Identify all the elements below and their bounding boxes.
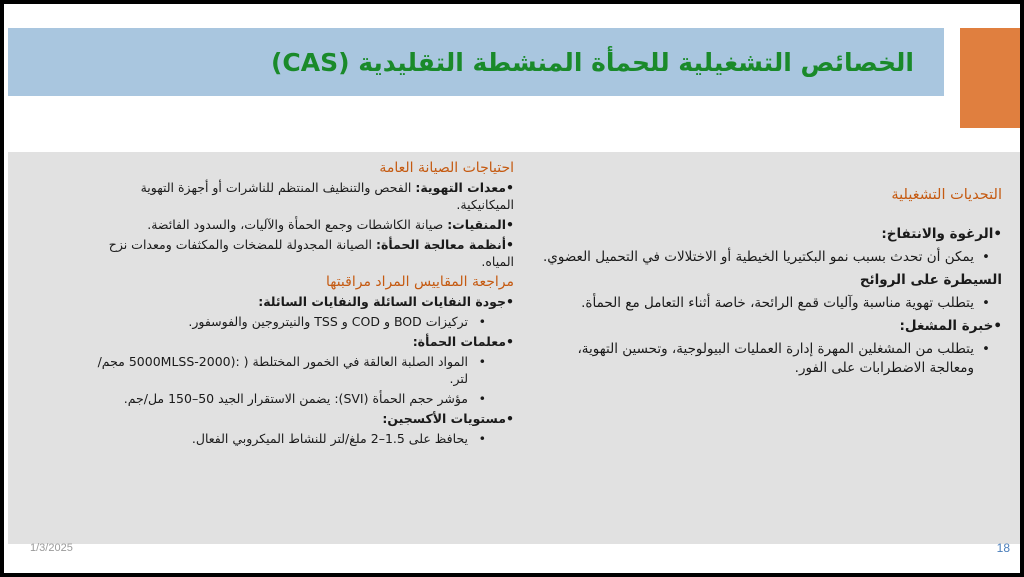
operational-challenges (542, 186, 1002, 382)
metric-sub-item: • يحافظ على 1.5–2 ملغ/لتر للنشاط الميكروبي الفعال. (84, 430, 508, 447)
metric-sub-item: • تركيزات BOD و COD و TSS والنيتروجين والفوسفور. (84, 313, 508, 330)
maint-item-aeration (84, 179, 514, 213)
metric-effluent-quality: •جودة النفايات السائلة والنفايات السائلة: (258, 294, 514, 309)
maint-term: •معدات التهوية: (415, 180, 514, 195)
metric-sub-item: • المواد الصلبة العالقة في الخمور المختلطة ( :(2000-5000MLSS مجم/لتر. (84, 353, 508, 387)
section-heading-maintenance: احتياجات الصيانة العامة (379, 160, 514, 176)
maint-item-clarifiers (84, 216, 514, 233)
metric-sub-item: • مؤشر حجم الحمأة (SVI): يضمن الاستقرار الجيد 50–150 مل/جم. (84, 390, 508, 407)
bullet-operator-expertise: •خبرة المشغل: (899, 318, 1002, 334)
slide-title: الخصائص التشغيلية للحمأة المنشطة التقليدية (CAS) (270, 48, 914, 77)
maint-text: صيانة الكاشطات وجمع الحمأة والآليات، والسدود الفائضة. (147, 217, 448, 232)
sub-bullet-operator: • يتطلب من المشغلين المهرة إدارة العمليات البيولوجية، وتحسين التهوية، ومعالجة الاضطرابات على الفور. (542, 340, 996, 378)
odor-label: السيطرة على الروائح (859, 272, 1002, 288)
section-heading-metrics: مراجعة المقاييس المراد مراقبتها (325, 274, 514, 290)
slide-number: 18 (996, 541, 1010, 555)
bullet-odor-control (542, 271, 1002, 290)
sub-bullet-foaming: • يمكن أن تحدث بسبب نمو البكتيريا الخيطية أو الاختلالات في التحميل العضوي. (542, 248, 996, 267)
sub-bullet-odor: • يتطلب تهوية مناسبة وآليات قمع الرائحة، خاصة أثناء التعامل مع الحمأة. (542, 294, 996, 313)
slide-date: 1/3/2025 (30, 542, 73, 554)
maint-term: •المنقيات: (447, 217, 514, 232)
maintenance-and-metrics (84, 160, 514, 450)
metric-sludge-params: •معلمات الحمأة: (412, 334, 514, 349)
maint-text: الفحص والتنظيف المنتظم للناشرات أو أجهزة التهوية الميكانيكية. (140, 180, 514, 212)
bullet-foaming: •الرغوة والانتفاخ: (881, 226, 1002, 242)
maint-text: الصيانة المجدولة للمضخات والمكثفات ومعدات نزح المياه. (108, 237, 514, 269)
section-heading-challenges: التحديات التشغيلية (891, 187, 1002, 203)
maint-item-sludge (84, 236, 514, 270)
accent-box (960, 28, 1020, 128)
metric-oxygen-levels: •مستويات الأكسجين: (382, 411, 514, 426)
maint-term: •أنظمة معالجة الحمأة: (375, 237, 514, 252)
